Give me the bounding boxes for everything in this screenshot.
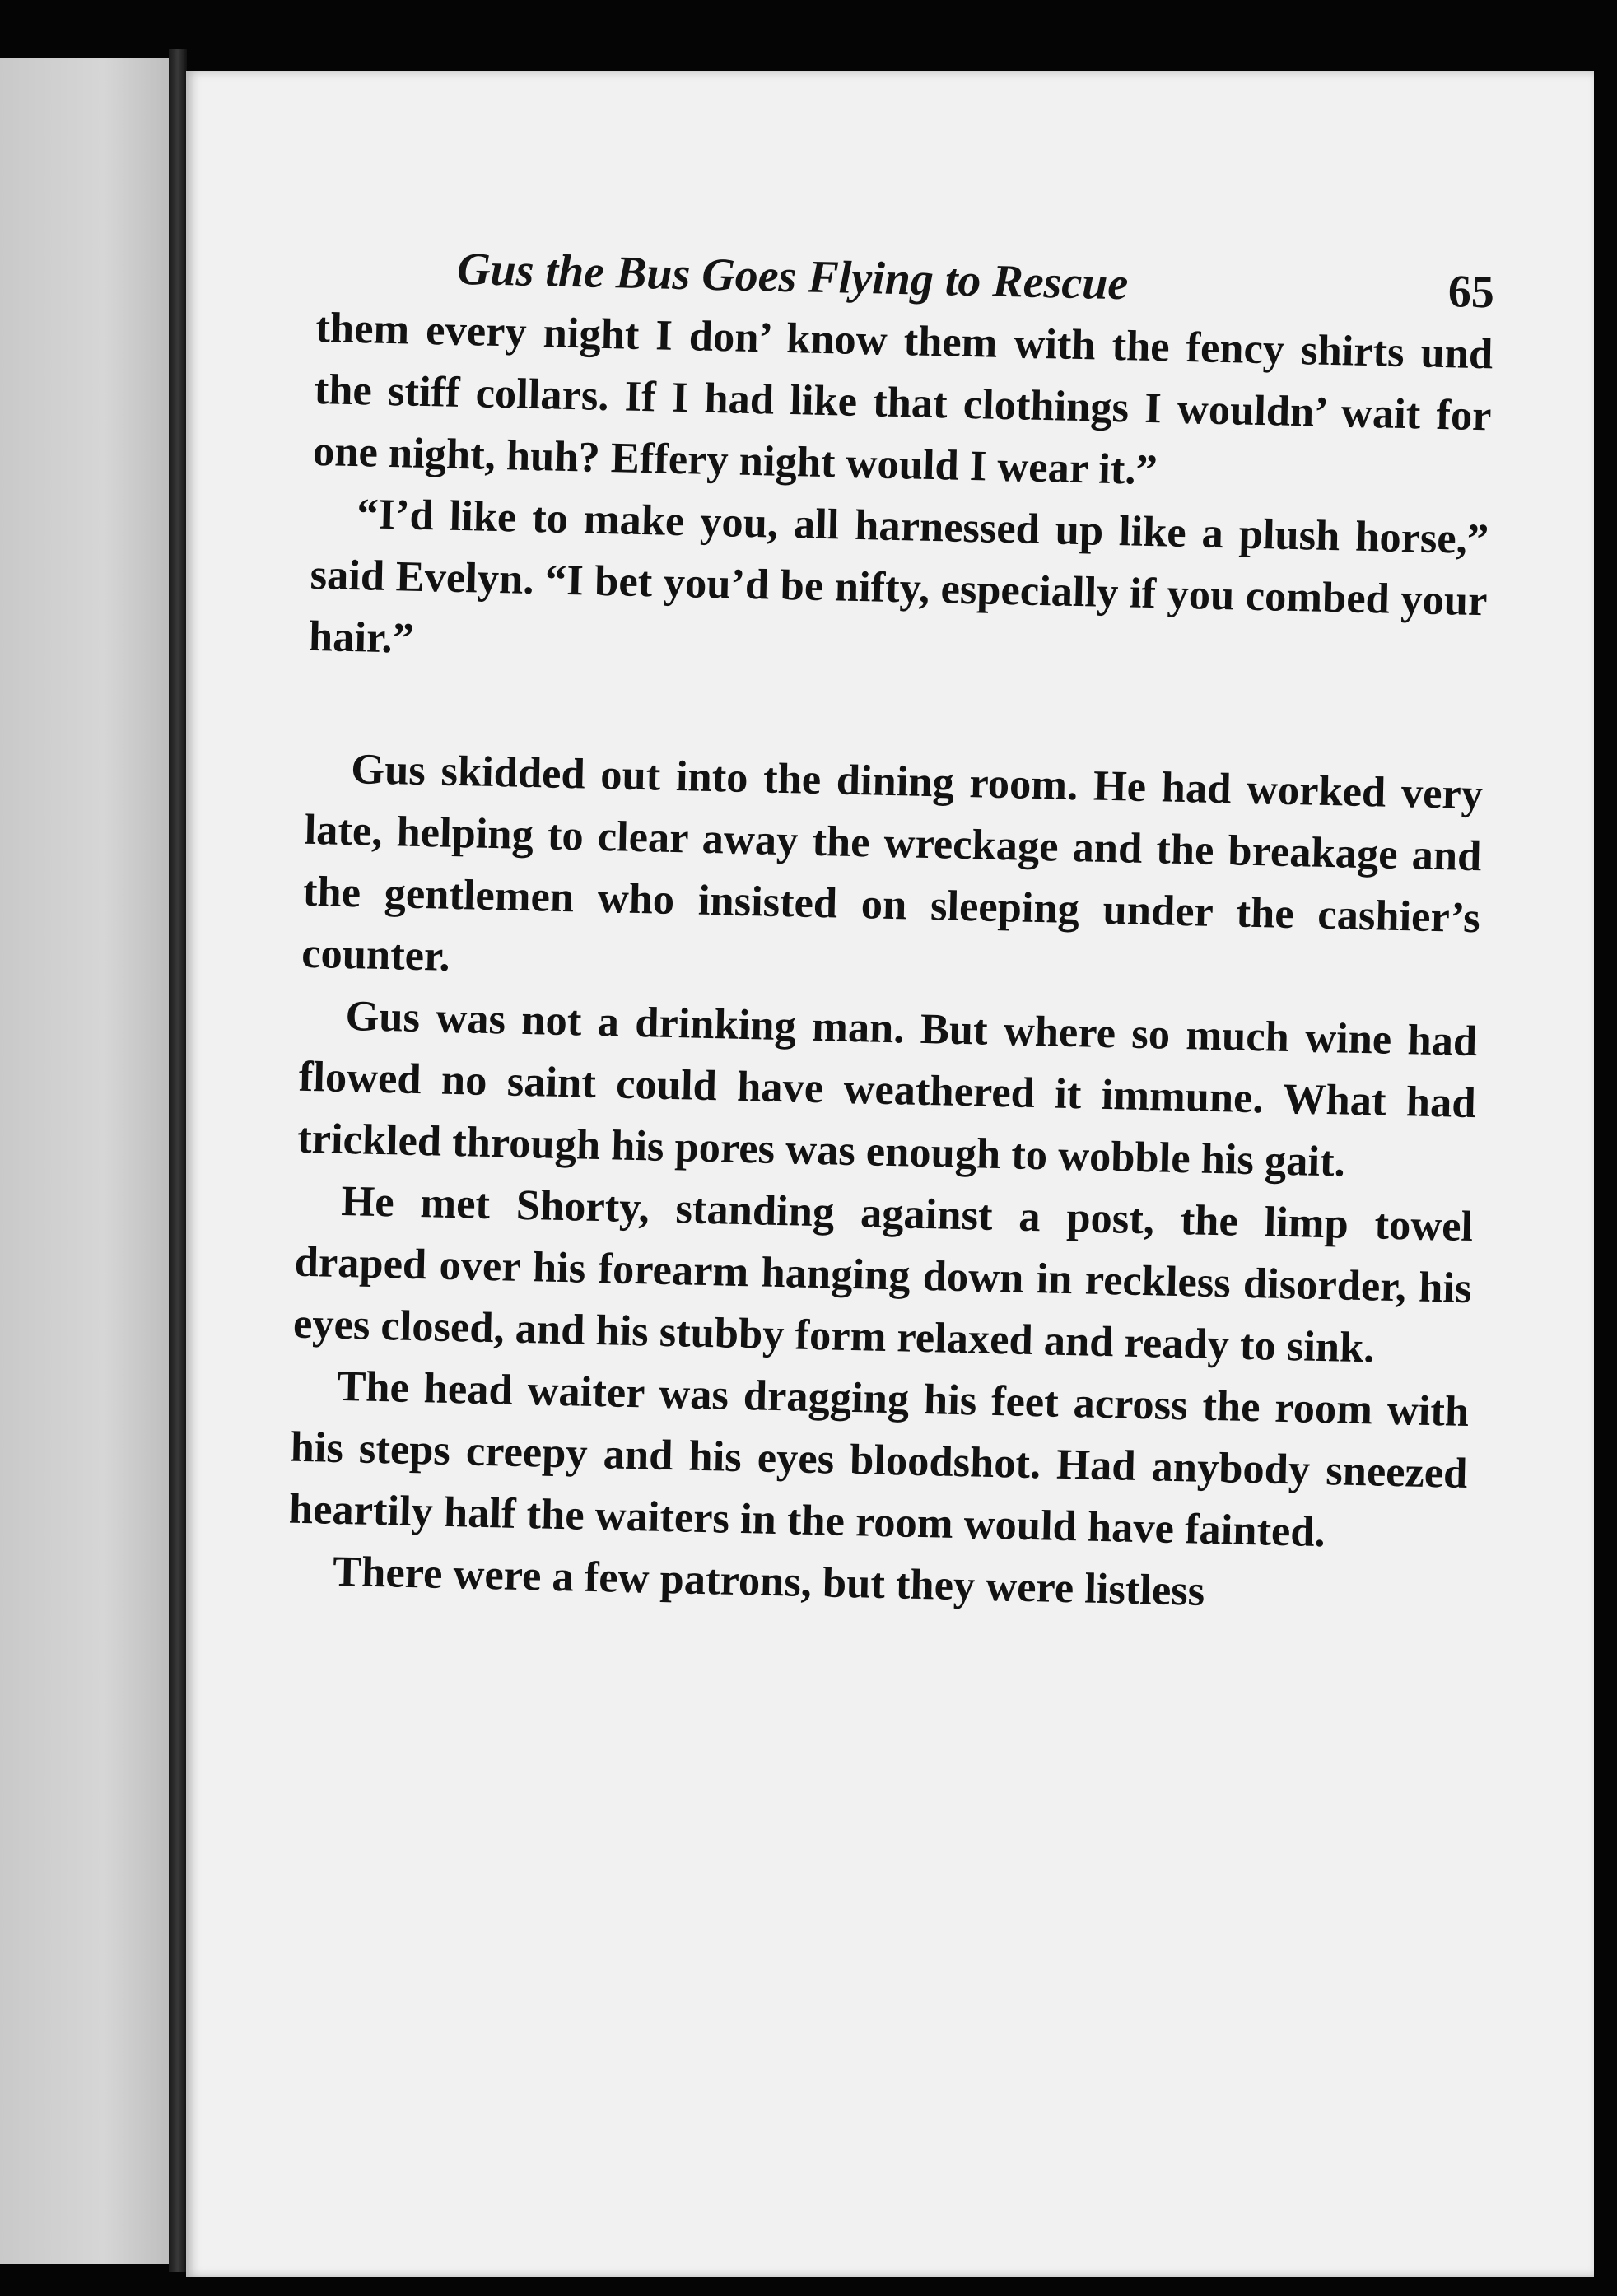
paragraph: them every night I don’ know them with the fency shirts und the stiff collars. If I had like that clothings I wouldn’ wait for one night, huh? Effery night would I wear it.” — [312, 303, 1494, 495]
paragraph: There were a few patrons, but they were listless — [332, 1547, 1205, 1615]
book-gutter — [169, 49, 187, 2272]
book-page — [186, 71, 1594, 2277]
paragraph: Gus skidded out into the dining room. He had worked very late, helping to clear away the wreckage and the breakage and the gentlemen who insisted on sleeping under the cashier’s counter. — [301, 745, 1484, 980]
paragraph: The head waiter was dragging his feet across the room with his steps creepy and his eyes bloodshot. Had anybody sneezed heartily half the waiters in the room would have fainted. — [288, 1362, 1470, 1557]
page-number: 65 — [1447, 266, 1495, 319]
paragraph: He met Shorty, standing against a post, the limp towel draped over his forearm hanging down in reckless disorder, his eyes closed, and his stubby form relaxed and ready to sink. — [292, 1176, 1474, 1372]
running-title: Gus the Bus Goes Flying to Rescue — [456, 243, 1129, 310]
paragraph: Gus was not a drinking man. But where so much wine had flowed no saint could have weathered it immune. What had trickled through his pores was enough to wobble his gait. — [296, 992, 1478, 1186]
left-page-edge — [0, 58, 173, 2264]
paragraph: “I’d like to make you, all harnessed up like a plush horse,” said Evelyn. “I bet you’d be nifty, especially if you combed your hair.” — [308, 490, 1489, 663]
page-text-block — [287, 240, 1494, 1628]
